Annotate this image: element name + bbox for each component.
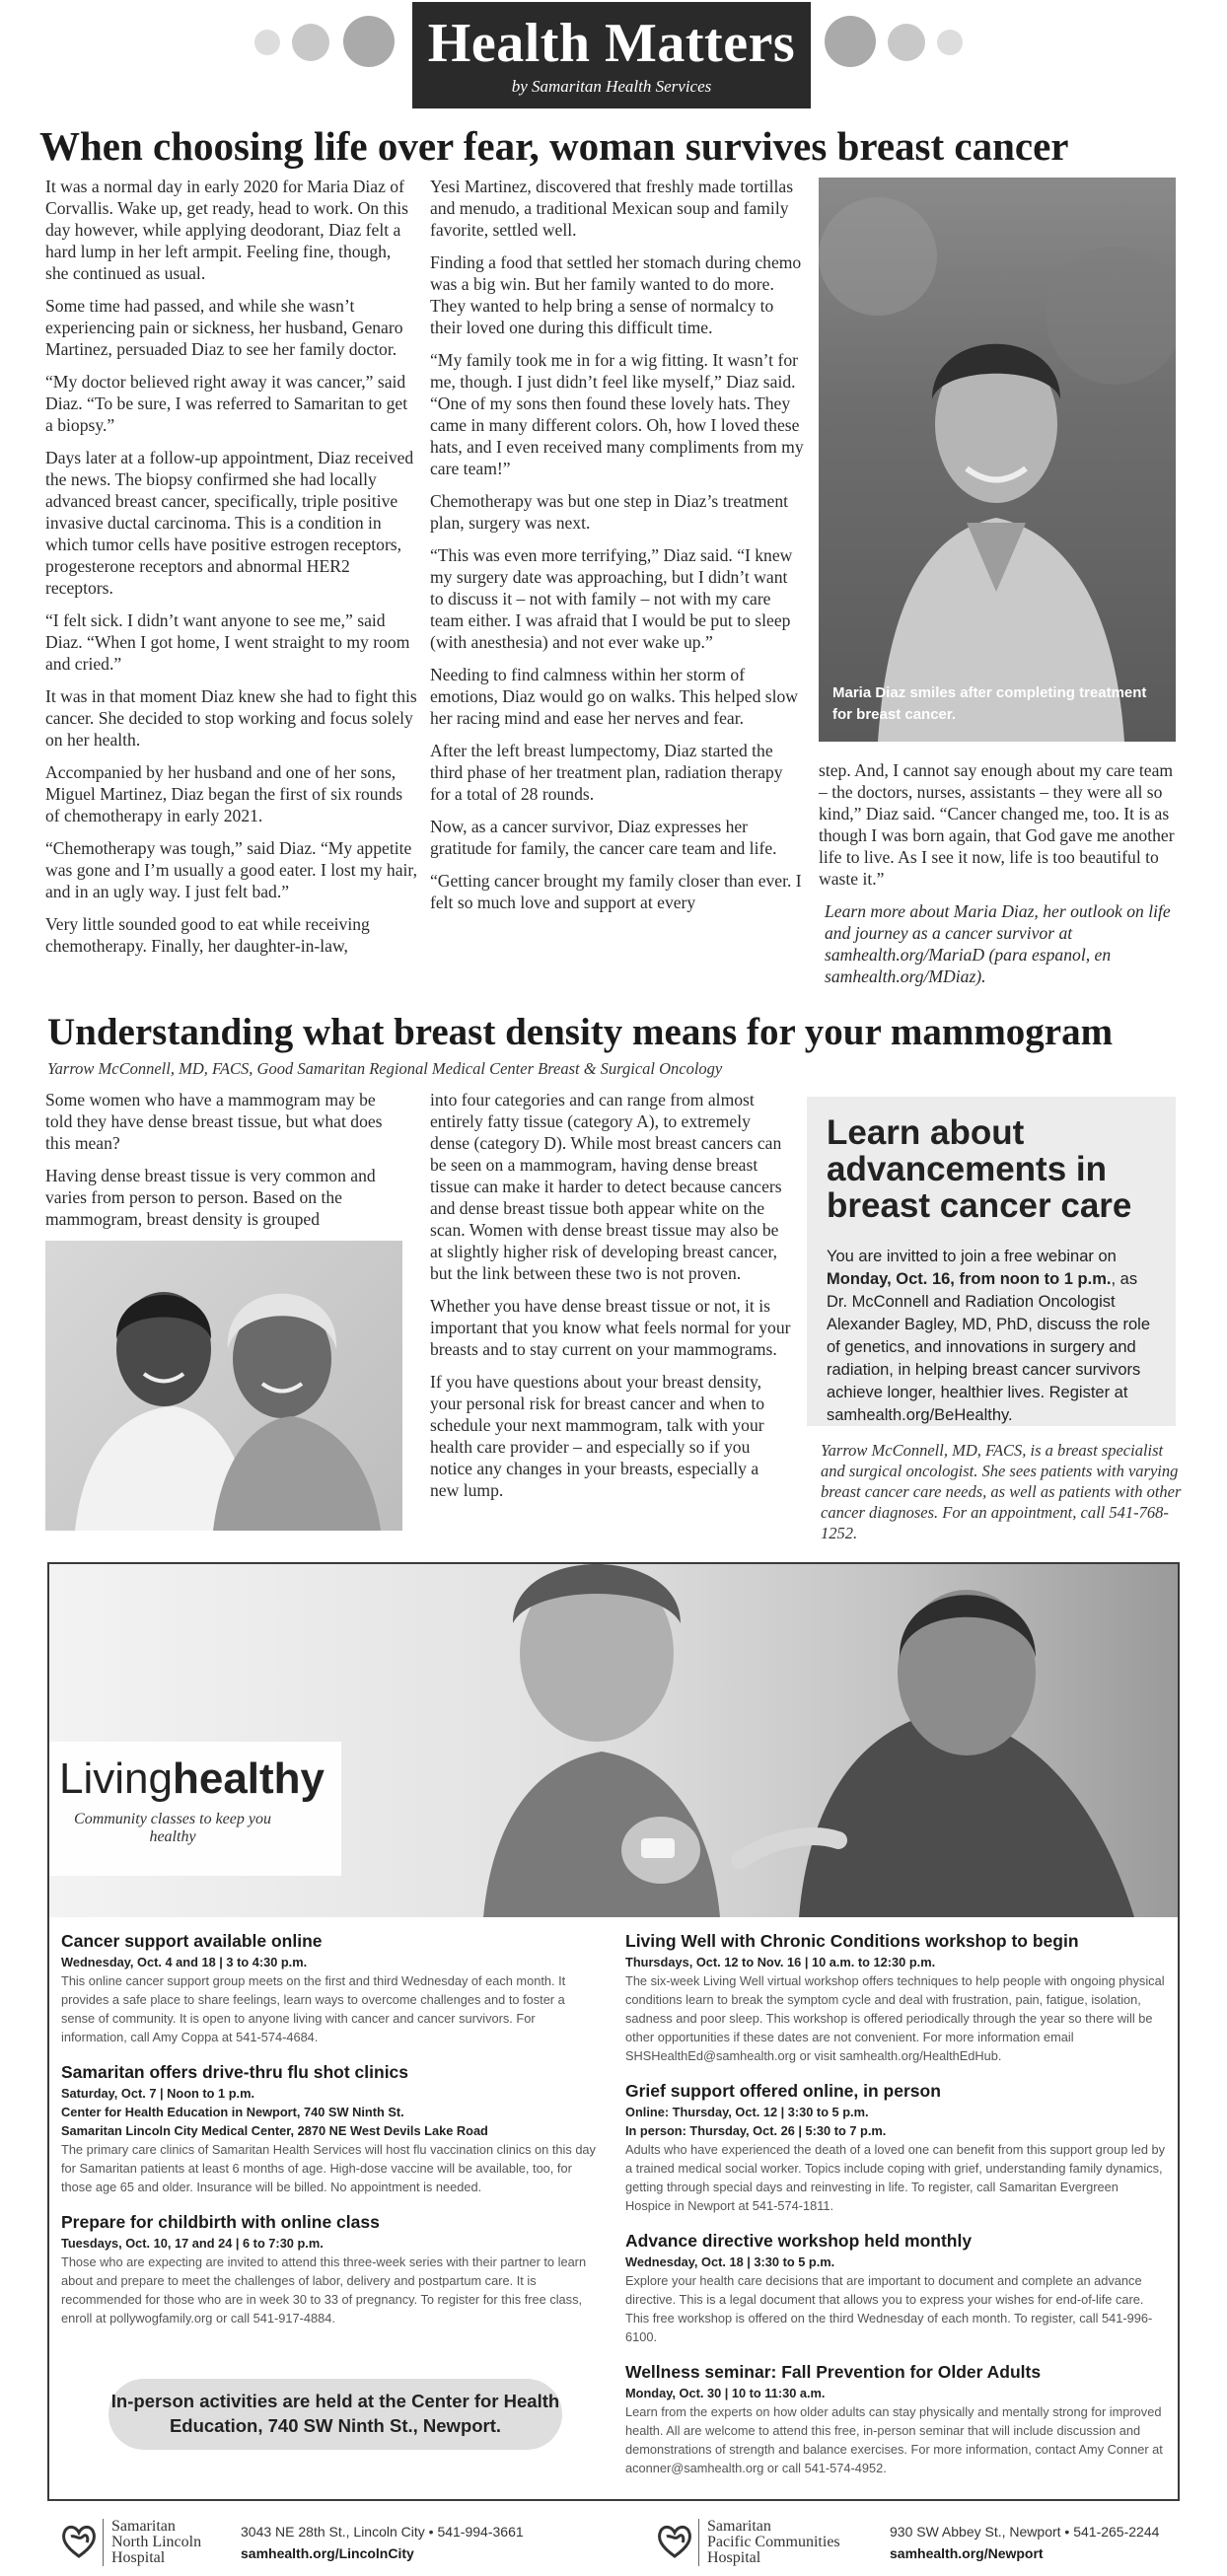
event-title: Wellness seminar: Fall Prevention for Older Adults [625,2362,1042,2382]
article1-column-2 [430,176,805,924]
paragraph: Very little sounded good to eat while receiving chemotherapy. Finally, her daughter-in-law, [45,914,370,956]
paragraph: Accompanied by her husband and one of her sons, Miguel Martinez, Diaz began the first of six rounds of chemotherapy in early 2021. [45,762,403,825]
webinar-body [827,1246,1156,1427]
event-item [625,2360,1166,2477]
paragraph: Some women who have a mammogram may be told they have dense breast tissue, but what does this mean? [45,1090,383,1153]
name-line: North Lincoln [111,2534,202,2550]
event-title: Cancer support available online [61,1931,323,1951]
paragraph: Now, as a cancer survivor, Diaz expresses her gratitude for family, the cancer care team and life. [430,817,777,858]
event-schedule: Saturday, Oct. 7 | Noon to 1 p.m. [61,2086,255,2101]
more-info-note: Learn more about Maria Diaz, her outlook on life and journey as a cancer survivor at samhealth.org/MariaD (para espanol, en samhealth.org/MDiaz). [825,901,1171,986]
women-hugging-photo [45,1241,402,1531]
article2-byline: Yarrow McConnell, MD, FACS, Good Samaritan Regional Medical Center Breast & Surgical Oncology [47,1059,723,1078]
decor-dot [292,24,329,61]
paragraph: into four categories and can range from almost entirely fatty tissue (category A), to extremely dense (category D). While most breast cancers can be seen on a mammogram, having dense breast tissue can make it harder to detect because cancers and dense breast tissue both appear white on the scan. Women with dense breast tissue may also be at slightly higher risk of developing breast cancer, but the link between these two is not proven. [430,1090,782,1283]
living-healthy-panel [47,1562,1180,2501]
webinar-text: , as Dr. McConnell and Radiation Oncologist Alexander Bagley, MD, PhD, discuss the role of genetics, and innovations in surgery and radiation, in helping breast cancer survivors achieve longer, healthier lives. Register at samhealth.org/BeHealthy. [827,1270,1151,1424]
event-schedule: Tuesdays, Oct. 10, 17 and 24 | 6 to 7:30 p.m. [61,2236,324,2251]
article2-headline: Understanding what breast density means for your mammogram [47,1011,1114,1053]
paragraph: “Chemotherapy was tough,” said Diaz. “My appetite was gone and I’m usually a good eater. I lost my hair, and in an ugly way. I just felt bad.” [45,838,417,901]
event-schedule: Online: Thursday, Oct. 12 | 3:30 to 5 p.m. [625,2105,869,2119]
living-healthy-logo [49,1742,341,1876]
events-column-right [625,1929,1166,2491]
paragraph: “I felt sick. I didn’t want anyone to see me,” said Diaz. “When I got home, I went straight to my room and cried.” [45,610,410,674]
paragraph: It was in that moment Diaz knew she had to fight this cancer. She decided to stop working and focus solely on her health. [45,686,417,750]
paragraph: “My doctor believed right away it was cancer,” said Diaz. “To be sure, I was referred to Samaritan to get a biopsy.” [45,372,408,435]
logo-light: Living [59,1754,173,1803]
address-right [890,2521,1159,2564]
event-description: The six-week Living Well virtual workshop offers techniques to help people with ongoing physical conditions learn to break the symptom cycle and deal with frustration, pain, fatigue, isolation, sadness and poor sleep. This workshop is offered periodically through the year so there will be other opportunities if these dates are not convenient. For more information email SHSHealthEd@samhealth.org or visit samhealth.org/HealthEdHub. [625,1973,1165,2063]
address-text: 930 SW Abbey St., Newport • 541-265-2244 [890,2524,1160,2540]
in-person-note: In-person activities are held at the Center for Health Education, 740 SW Ninth St., Newport. [108,2379,562,2450]
event-item [625,2079,1166,2215]
hospital-name-right [698,2519,840,2566]
event-description: Learn from the experts on how older adults can stay physically and mentally strong for improved health. All are welcome to attend this free, in-person seminar that will include discussion and demonstrations of strength and balance exercises. For more information, contact Amy Conner at aconner@samhealth.org or call 541-574-4952. [625,2404,1163,2475]
masthead-banner [412,2,811,108]
article2-column-2 [430,1089,791,1512]
paragraph: “My family took me in for a wig fitting. It wasn’t for me, though. I just didn’t feel like myself,” Diaz said. “One of my sons then found these lovely hats. They came in many different colors. Oh, how I loved these hats, and I even received many compliments from my care team!” [430,350,804,478]
maria-diaz-photo [819,178,1176,742]
event-item [61,2210,598,2327]
paragraph: “Getting cancer brought my family closer than ever. I felt so much love and support at every [430,871,802,912]
hospital-name-left [103,2519,201,2566]
masthead-title: Health Matters [427,13,796,74]
event-description: Those who are expecting are invited to attend this three-week series with their partner to learn about and prepare to meet the challenges of labor, delivery and postpartum care. It is recommended for those who are in week 30 to 33 of pregnancy. To register for this free class, enroll at pollywogfamily.org or call 541-917-4884. [61,2254,587,2326]
name-line: Samaritan [707,2518,771,2535]
event-title: Advance directive workshop held monthly [625,2231,973,2251]
paragraph: Yesi Martinez, discovered that freshly made tortillas and menudo, a traditional Mexican soup and family favorite, settled well. [430,177,794,240]
author-bio: Yarrow McConnell, MD, FACS, is a breast specialist and surgical oncologist. She sees patients with varying breast cancer care needs, as well as patients with other cancer diagnoses. For an appointment, call 541-768-1252. [821,1441,1182,1542]
child-vaccination-photo [49,1564,1178,1917]
women-illustration [45,1241,402,1531]
samaritan-logo-icon [59,2521,99,2560]
paragraph: After the left breast lumpectomy, Diaz started the third phase of her treatment plan, radiation therapy for a total of 28 rounds. [430,741,783,804]
paragraph: Some time had passed, and while she wasn’t experiencing pain or sickness, her husband, Genaro Martinez, persuaded Diaz to see her family doctor. [45,296,403,359]
webinar-text: You are invitted to join a free webinar on [827,1248,1117,1265]
paragraph: “This was even more terrifying,” Diaz said. “I knew my surgery date was approaching, but I didn’t want to discuss it – not with family – not with my care team either. I was afraid that I would be put to sleep (with anesthesia) and not ever wake up.” [430,545,793,652]
paragraph: It was a normal day in early 2020 for Maria Diaz of Corvallis. Wake up, get ready, head to work. On this day however, while applying deodorant, Diaz felt a hard lump in her left armpit. Feeling fine, though, she continued as usual. [45,177,408,283]
event-item [625,2229,1166,2346]
event-item [61,1929,598,2046]
event-schedule: Thursdays, Oct. 12 to Nov. 16 | 10 a.m. to 12:30 p.m. [625,1955,936,1969]
event-schedule: Samaritan Lincoln City Medical Center, 2870 NE West Devils Lake Road [61,2123,488,2138]
event-title: Samaritan offers drive-thru flu shot clinics [61,2062,409,2082]
event-schedule: Monday, Oct. 30 | 10 to 11:30 a.m. [625,2386,826,2400]
event-item [61,2060,598,2196]
event-description: Adults who have experienced the death of a loved one can benefit from this support group led by a trained medical social worker. Topics include coping with grief, understanding family dynamics, getting through special days and reinvesting in life. To register, call Samaritan Evergreen Hospice in Newport at 541-574-1811. [625,2142,1166,2213]
name-line: Hospital [111,2549,166,2566]
address-left [241,2521,524,2564]
website-link[interactable]: samhealth.org/Newport [890,2545,1044,2561]
event-schedule: Center for Health Education in Newport, 740 SW Ninth St. [61,2105,404,2119]
article2-column-1 [45,1089,406,1241]
decor-dot [343,16,395,67]
article1-headline: When choosing life over fear, woman survives breast cancer [39,123,1069,169]
event-title: Prepare for childbirth with online class [61,2212,380,2232]
masthead [0,0,1227,110]
logo-tagline: Community classes to keep you healthy [74,1811,271,1845]
masthead-subtitle: by Samaritan Health Services [511,77,712,96]
webinar-title: Learn about advancements in breast cancer care [827,1113,1132,1225]
event-schedule: Wednesday, Oct. 4 and 18 | 3 to 4:30 p.m. [61,1955,308,1969]
paragraph: Days later at a follow-up appointment, Diaz received the news. The biopsy confirmed she had locally advanced breast cancer, specifically, triple positive invasive ductal carcinoma. This is a condition in which tumor cells have positive estrogen receptors, progesterone receptors and abnormal HER2 receptors. [45,448,414,598]
portrait-illustration [819,178,1176,742]
paragraph: Finding a food that settled her stomach during chemo was a big win. But her family wanted to do more. They wanted to help bring a sense of normalcy to their loved one during this difficult time. [430,252,802,337]
paragraph: Chemotherapy was but one step in Diaz’s treatment plan, surgery was next. [430,491,789,533]
name-line: Hospital [707,2549,761,2566]
footer [0,2513,1227,2572]
webinar-callout [807,1097,1176,1426]
event-description: This online cancer support group meets on the first and third Wednesday of each month. It provides a safe place to share feelings, learn ways to overcome challenges and to foster a sense of community. It is open to anyone living with cancer and cancer survivors. For information, call Amy Coppa at 541-574-4684. [61,1973,566,2044]
article1-column-1 [45,176,418,967]
decor-dot [254,30,280,55]
events-column-left [61,1929,598,2341]
paragraph: Whether you have dense breast tissue or not, it is important that you know what feels normal for your breasts and to stay current on your mammograms. [430,1296,791,1359]
webinar-date: Monday, Oct. 16, from noon to 1 p.m. [827,1270,1112,1288]
paragraph: step. And, I cannot say enough about my care team – the doctors, nurses, assistants – they were all so kind,” Diaz said. “Cancer changed me, too. It is as though I was born again, that God gave me another life to live. As I see it now, life is too beautiful to waste it.” [819,760,1175,889]
name-line: Pacific Communities [707,2534,840,2550]
logo-wordmark [59,1755,341,1803]
article1-column-3 [819,759,1178,998]
decor-dot [888,24,925,61]
name-line: Samaritan [111,2518,176,2535]
event-title: Living Well with Chronic Conditions workshop to begin [625,1931,1079,1951]
paragraph: If you have questions about your breast density, your personal risk for breast cancer and when to schedule your next mammogram, talk with your health care provider – and especially so if you notice any changes in your breasts, especially a new lump. [430,1372,765,1500]
paragraph: Having dense breast tissue is very common and varies from person to person. Based on the mammogram, breast density is grouped [45,1166,376,1229]
event-title: Grief support offered online, in person [625,2081,941,2101]
decor-dot [937,30,963,55]
event-schedule: Wednesday, Oct. 18 | 3:30 to 5 p.m. [625,2254,835,2269]
address-text: 3043 NE 28th St., Lincoln City • 541-994-3661 [241,2524,524,2540]
event-schedule: In person: Thursday, Oct. 26 | 5:30 to 7 p.m. [625,2123,887,2138]
logo-bold: healthy [172,1754,325,1803]
event-item [625,1929,1166,2065]
photo-caption: Maria Diaz smiles after completing treatment for breast cancer. [832,684,1147,723]
decor-dot [825,16,876,67]
website-link[interactable]: samhealth.org/LincolnCity [241,2545,414,2561]
paragraph: Needing to find calmness within her storm of emotions, Diaz would go on walks. This helped slow her racing mind and ease her nerves and fear. [430,665,799,728]
samaritan-logo-icon [655,2521,694,2560]
event-description: Explore your health care decisions that are important to document and complete an advance directive. This is a legal document that allows you to express your wishes for end-of-life care. This free workshop is offered on the third Wednesday of each month. To register, call 541-996-6100. [625,2273,1153,2344]
event-description: The primary care clinics of Samaritan Health Services will host flu vaccination clinics on this day for Samaritan patients at least 6 months of age. High-dose vaccine will be available, too, for those age 65 and older. Insurance will be billed. No appointment is needed. [61,2142,596,2194]
